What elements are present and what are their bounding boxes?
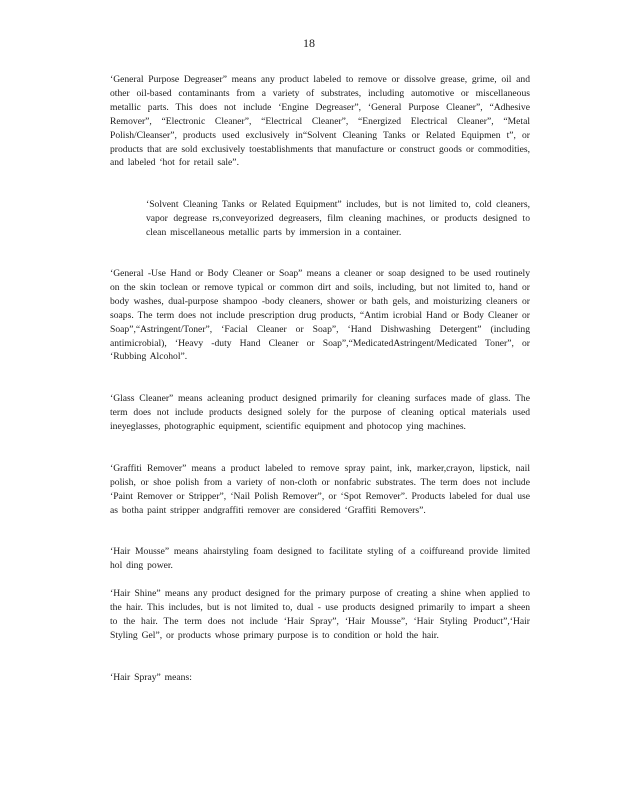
- definition-general-use-hand-body-cleaner: ‘General -Use Hand or Body Cleaner or Soap” means a cleaner or soap designed to be used routinely on the skin toclean or remove typical or common dirt and soils, including, but not limited to, hand or body washes, dual-purpose shampoo -body cleaners, shower or bath gels, and moisturizing cleaners or soaps. The term does not include prescription drug products, “Antim icrobial Hand or Body Cleaner or Soap”,“Astringent/Toner”, ‘Facial Cleaner or Soap”, ‘Hand Dishwashing Detergent” (including antimicrobial), ‘Heavy -duty Hand Cleaner or Soap”,“MedicatedAstringent/Medicated Toner”, or ‘Rubbing Alcohol”.: [110, 268, 530, 363]
- definition-hair-shine: ‘Hair Shine” means any product designed for the primary purpose of creating a shine when applied to the hair. This includes, but is not limited to, dual - use products designed primarily to impart a sheen to the hair. The term does not include ‘Hair Spray”, ‘Hair Mousse”, ‘Hair Styling Product”,‘Hair Styling Gel”, or products whose primary purpose is to condition or hold the hair.: [110, 588, 530, 641]
- definition-glass-cleaner: ‘Glass Cleaner” means acleaning product designed primarily for cleaning surfaces made of glass. The term does not include products designed solely for the purpose of cleaning optical materials used ineyeglasses, photographic equipment, scientific equipment and photocop ying machines.: [110, 393, 530, 432]
- definition-graffiti-remover: ‘Graffiti Remover” means a product labeled to remove spray paint, ink, marker,crayon, lipstick, nail polish, or shoe polish from a variety of non-cloth or nonfabric substrates. The term does not include ‘Paint Remover or Stripper”, ‘Nail Polish Remover”, or ‘Spot Remover”. Products labeled for dual use as botha paint stripper andgraffiti remover are considered ‘Graffiti Removers”.: [110, 463, 530, 516]
- definition-hair-spray: ‘Hair Spray” means:: [110, 672, 192, 683]
- page-number: 18: [303, 36, 315, 50]
- definition-general-purpose-degreaser: ‘General Purpose Degreaser” means any product labeled to remove or dissolve grease, grime, oil and other oil-based contaminants from a variety of substrates, including automotive or miscellaneous metallic parts. This does not include ‘Engine Degreaser”, ‘General Purpose Cleaner”, “Adhesive Remover”, “Electronic Cleaner”, “Electrical Cleaner”, “Energized Electrical Cleaner”, “Metal Polish/Cleanser”, products used exclusively in“Solvent Cleaning Tanks or Related Equipmen t”, or products that are sold exclusively toestablishments that manufacture or construct goods or commodities, and labeled ‘hot for retail sale”.: [110, 74, 530, 169]
- definition-hair-mousse: ‘Hair Mousse” means ahairstyling foam designed to facilitate styling of a coiffureand provide limited hol ding power.: [110, 546, 530, 571]
- definition-solvent-cleaning-tanks: ‘Solvent Cleaning Tanks or Related Equipment” includes, but is not limited to, cold cleaners, vapor degrease rs,conveyorized degreasers, film cleaning machines, or products designed to clean miscellaneous metallic parts by immersion in a container.: [146, 199, 530, 238]
